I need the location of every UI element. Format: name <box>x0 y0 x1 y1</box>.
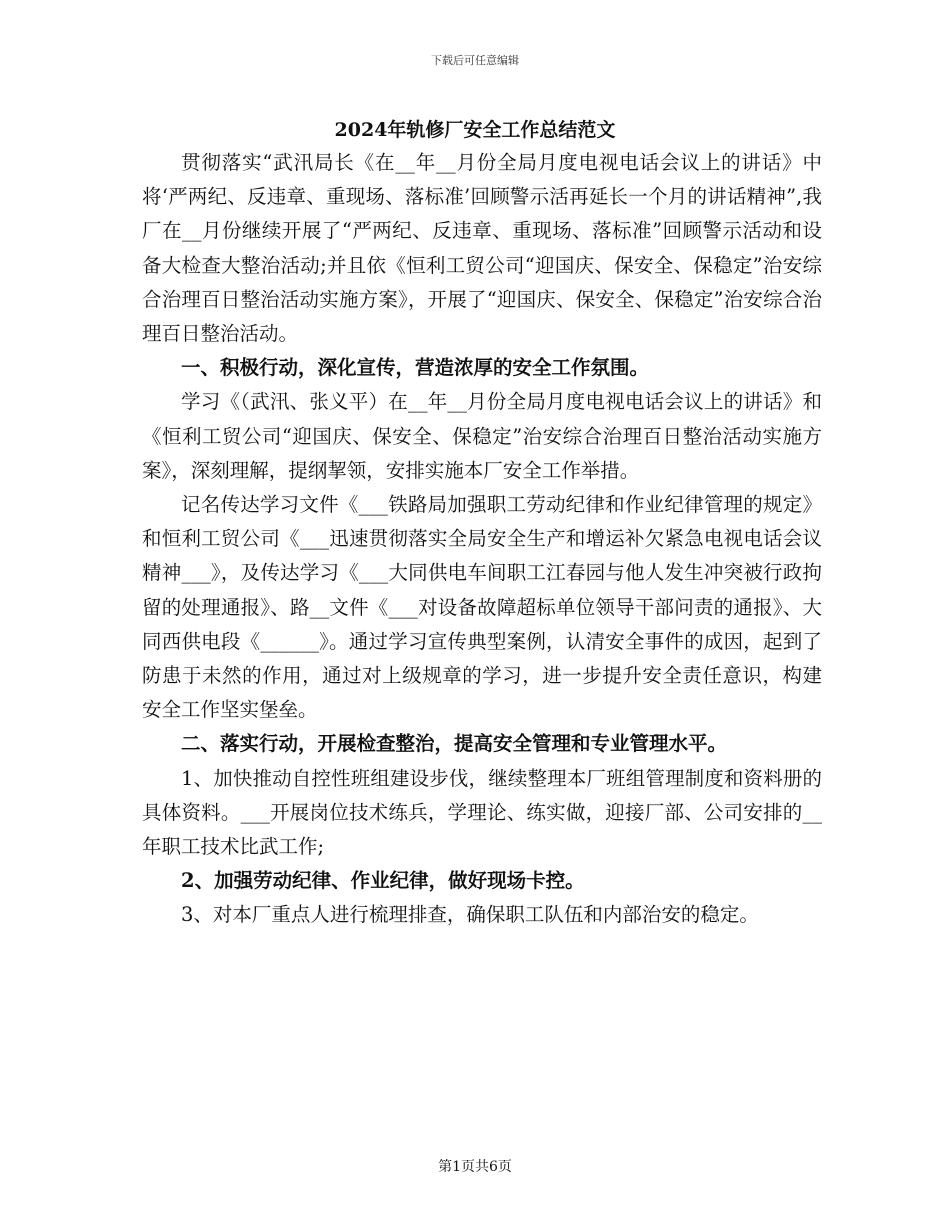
list-item-paragraph: 1、加快推动自控性班组建设步伐，继续整理本厂班组管理制度和资料册的具体资料。___开展岗位技术练兵，学理论、练实做，迎接厂部、公司安排的__年职工技术比武工作; <box>142 766 822 859</box>
document-title: 2024年轨修厂安全工作总结范文 <box>334 119 616 141</box>
intro-paragraph: 贯彻落实“武汛局长《在__年__月份全局月度电视电话会议上的讲话》中将‘严两纪、反违章、重现场、落标准’回顾警示活再延长一个月的讲话精神”,我厂在__月份继续开展了“严两纪、反违章、重现场、落标准”回顾警示活动和设备大检查大整治活动;并且依《恒利工贸公司“迎国庆、保安全、保稳定”治安综合治理百日整治活动实施方案》，开展了“迎国庆、保安全、保稳定”治安综合治理百日整治活动。 <box>142 151 822 346</box>
body-paragraph: 学习《（武汛、张义平）在__年__月份全局月度电视电话会议上的讲话》和《恒利工贸公司“迎国庆、保安全、保稳定”治安综合治理百日整治活动实施方案》，深刻理解，提纲挈领，安排实施本厂安全工作举措。 <box>142 390 822 482</box>
page-number-footer: 第1页共6页 <box>438 1159 512 1175</box>
section-heading-2: 二、落实行动，开展检查整治，提高安全管理和专业管理水平。 <box>181 732 728 756</box>
list-item-heading: 2、加强劳动纪律、作业纪律，做好现场卡控。 <box>181 869 585 893</box>
list-item-paragraph: 3、对本厂重点人进行梳理排查，确保职工队伍和内部治安的稳定。 <box>181 903 759 927</box>
body-paragraph: 记名传达学习文件《___铁路局加强职工劳动纪律和作业纪律管理的规定》和恒利工贸公司《___迅速贯彻落实全局安全生产和增运补欠紧急电视电话会议精神___》，及传达学习《___大同供电车间职工江春园与他人发生冲突被行政拘留的处理通报》、路__文件《___对设备故障超标单位领导干部问责的通报》、大同西供电段《______》。通过学习宣传典型案例，认清安全事件的成因，起到了防患于未然的作用，通过对上级规章的学习，进一步提升安全责任意识，构建安全工作坚实堡垒。 <box>142 493 822 722</box>
header-note: 下载后可任意编辑 <box>431 54 519 67</box>
document-body <box>142 146 822 933</box>
section-heading-1: 一、积极行动，深化宣传，营造浓厚的安全工作氛围。 <box>181 356 650 380</box>
